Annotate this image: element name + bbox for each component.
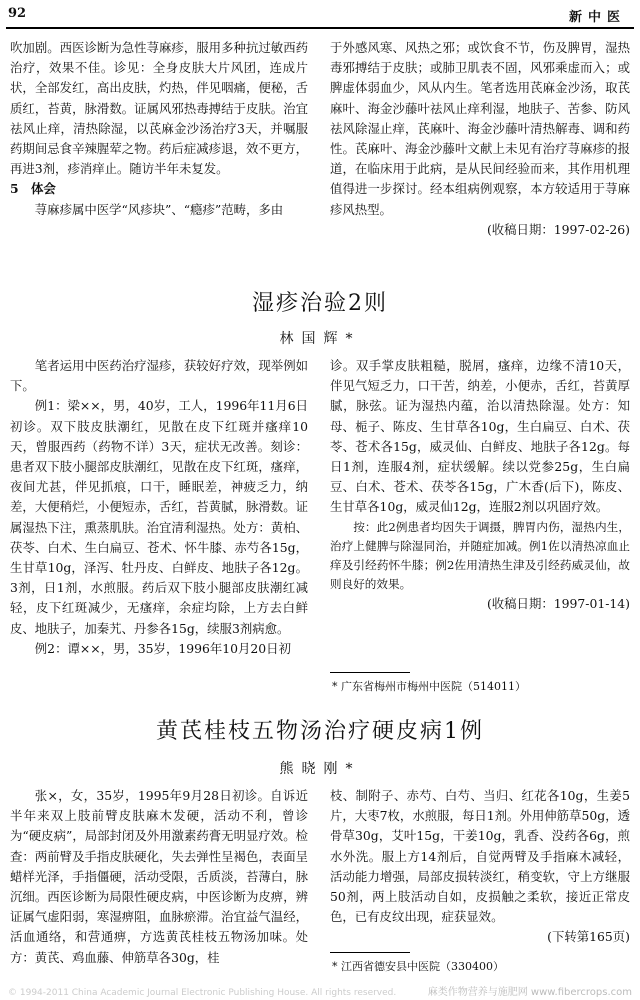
- editor-note: 按：此2例患者均因失于调摄，脾胃内伤，湿热内生，治疗上健脾与除湿同治，并随症加减。例1佐以清热凉血止痒及引经药怀牛膝；例2佐用清热生津及引经药威灵仙，故则良好的效果。: [330, 519, 630, 591]
- article-author: 熊晓刚*: [279, 761, 361, 777]
- continued-notice: (下转第165页): [547, 929, 630, 945]
- header-rule: [6, 27, 634, 29]
- section-paragraph: 荨麻疹属中医学“风疹块”、“瘾疹”范畴，多由: [34, 201, 284, 217]
- author-affiliation: * 广东省梅州市梅州中医院（514011）: [332, 680, 526, 693]
- case-paragraph: 例1：梁××，男，40岁，工人，1996年11月6日初诊。双下肢皮肤潮红，见散在皮下红斑并瘙痒10天，曾服西药（药物不详）3天，症状无改善。刻诊：患者双下肢小腿部皮肤潮红，见散在皮下红斑，瘙痒，夜间尤甚，伴见抓痕，口干，睡眠差，神疲乏力，纳差，大便稍烂，小便短赤，舌红，苔黄腻，脉滑数。证属湿热下注，熏蒸肌肤。治宜清利湿热。处方：黄柏、茯苓、白术、生白扁豆、苍术、怀牛膝、赤芍各15g，生甘草10g，泽泻、牡丹皮、白鲜皮、地肤子各12g。3剂，日1剂，水煎服。药后双下肢小腿部皮肤潮红减轻，皮下红斑减少，无瘙痒，余症均除，上方去白鲜皮、地肤子，加秦艽、丹参各15g，续服3剂病愈。: [10, 398, 308, 636]
- prev-article-paragraph: 于外感风寒、风热之邪；或饮食不节，伤及脾胃，湿热毒邪搏结于皮肤；或肺卫肌表不固，风邪乘虚而入；或脾虚体弱血少，风从内生。笔者选用芪麻金沙汤，取芪麻叶、海金沙藤叶祛风止痒利湿，地肤子、苦参、防风祛风除湿止痒，芪麻叶、海金沙藤叶清热解毒、调和药性。芪麻叶、海金沙藤叶文献上未见有治疗荨麻疹的报道，在临床用于此病，是从民间经验而来，其作用机理值得进一步探讨。经本组病例观察，本方较适用于荨麻疹风热型。: [330, 40, 630, 217]
- received-date: (收稿日期：1997-01-14): [486, 595, 630, 611]
- case-paragraph: 诊。双手掌皮肤粗糙，脱屑，瘙痒，边缘不清10天，伴见气短乏力，口干苦，纳差，小便赤，舌红，苔黄厚腻，脉弦。证为湿热内蕴，治以清热除湿。处方：知母、栀子、陈皮、生甘草各10g，生白扁豆、白术、茯苓、苍术各15g，威灵仙、白鲜皮、地肤子各12g。每日1剂，连服4剂，症状缓解。续以党参25g，生白扁豆、白术、苍术、茯苓各15g，广木香(后下)，陈皮、生甘草各10g，威灵仙12g，连服2剂以巩固疗效。: [330, 358, 630, 515]
- case-paragraph: 枝、制附子、赤芍、白芍、当归、红花各10g，生姜5片，大枣7枚，水煎服，每日1剂。外用伸筋草50g，透骨草30g，艾叶15g，干姜10g，乳香、没药各6g，煎水外洗。服上方14剂后，自觉两臂及手指麻木减轻，活动能力增强，局部皮损转淡红，稍变软，守上方继服50剂，两上肢活动自如，皮损触之柔软，接近正常皮色，已有皮纹出现，症获显效。: [330, 788, 630, 925]
- article1-right-column: [330, 356, 630, 656]
- prev-article-paragraph: 吹加剧。西医诊断为急性荨麻疹，服用多种抗过敏西药治疗，效果不佳。诊见：全身皮肤大片风团，连成片状，全部发红，高出皮肤，灼热，伴见咽痛，便秘，舌质红，苔黄，脉滑数。证属风邪热毒搏结于皮肤。治宜祛风止痒，清热除湿，以芪麻金沙汤治疗3天，并嘱服药期间忌食辛辣腥荤之物。药后症减疹退，效不更方，再进3剂，疹消痒止。随访半年未复发。: [10, 40, 308, 177]
- prev-article-right-column: [330, 38, 630, 250]
- section-heading: 5 体会: [10, 181, 56, 197]
- article2-right-column: [330, 786, 630, 946]
- article-title: 黄芪桂枝五物汤治疗硬皮病1例: [156, 719, 484, 744]
- affiliation-rule: [330, 672, 410, 673]
- affiliation-rule: [330, 952, 410, 953]
- article-author: 林国辉*: [279, 331, 361, 347]
- journal-name: 新中医: [568, 10, 626, 25]
- copyright-footer: © 1994-2011 China Academic Journal Electronic Publishing House. All rights reserved.: [8, 988, 397, 998]
- case-paragraph: 张×，女，35岁，1995年9月28日初诊。自诉近半年来双上肢前臂皮肤麻木发硬，活动不利，曾诊为“硬皮病”，局部封闭及外用激素药膏无明显疗效。检查：两前臂及手指皮肤硬化，失去弹性呈褐色，表面呈蜡样光泽，手指僵硬，活动受限，舌质淡，苔薄白，脉沉细。西医诊断为局限性硬皮病，中医诊断为皮痹，辨证属气虚阳弱，寒湿痹阻，血脉瘀滞。治宜益气温经，活血通络，和营通痹，方选黄芪桂枝五物汤加味。处方：黄芪、鸡血藤、伸筋草各30g，桂: [10, 788, 308, 965]
- case-paragraph: 例2：谭××，男，35岁，1996年10月20日初: [34, 640, 291, 656]
- author-affiliation: * 江西省德安县中医院（330400）: [332, 960, 504, 973]
- received-date: (收稿日期：1997-02-26): [486, 221, 630, 237]
- watermark: 麻类作物营养与施肥网 www.fibercrops.com: [427, 987, 632, 998]
- article2-left-column: [10, 786, 308, 980]
- article-paragraph: 笔者运用中医药治疗湿疹，获较好疗效，现举例如下。: [10, 358, 308, 394]
- prev-article-left-column: [10, 38, 308, 250]
- article-title: 湿疹治验2则: [252, 291, 388, 316]
- page-number: 92: [8, 6, 27, 21]
- page-header: [0, 0, 640, 30]
- article1-left-column: [10, 356, 308, 690]
